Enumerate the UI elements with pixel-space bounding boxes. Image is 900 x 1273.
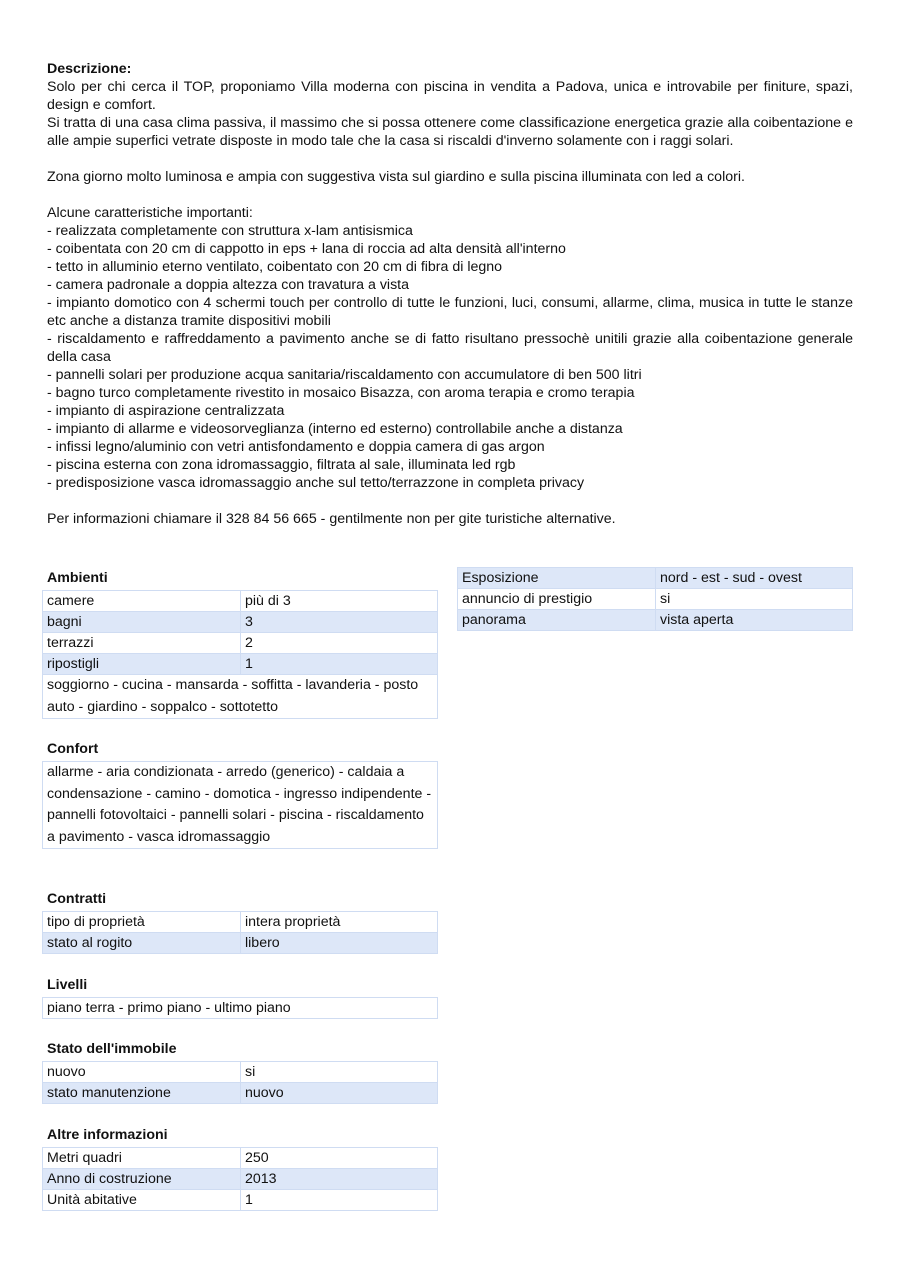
table-row bbox=[43, 1083, 438, 1104]
table-row bbox=[43, 654, 438, 675]
row-key: Esposizione bbox=[458, 568, 656, 589]
contratti-section bbox=[42, 890, 438, 954]
row-value: vista aperta bbox=[656, 610, 853, 631]
stato-table bbox=[42, 1061, 438, 1104]
table-row bbox=[43, 633, 438, 654]
row-value: si bbox=[656, 589, 853, 610]
row-key: bagni bbox=[43, 612, 241, 633]
contratti-table bbox=[42, 911, 438, 954]
description-title: Descrizione: bbox=[47, 61, 132, 77]
row-value: libero bbox=[241, 933, 438, 954]
feature-item: - pannelli solari per produzione acqua sanitaria/riscaldamento con accumulatore di ben 500 litri bbox=[47, 367, 642, 383]
ambienti-title: Ambienti bbox=[47, 570, 108, 586]
feature-item: - predisposizione vasca idromassaggio anche sul tetto/terrazzone in completa privacy bbox=[47, 475, 585, 491]
table-row bbox=[43, 762, 438, 849]
row-value: nord - est - sud - ovest bbox=[656, 568, 853, 589]
feature-item: - impianto di aspirazione centralizzata bbox=[47, 403, 285, 419]
features-list bbox=[47, 222, 853, 492]
feature-item: - realizzata completamente con struttura x-lam antisismica bbox=[47, 223, 413, 239]
row-key: stato al rogito bbox=[43, 933, 241, 954]
feature-item: - tetto in alluminio eterno ventilato, coibentato con 20 cm di fibra di legno bbox=[47, 259, 503, 275]
row-key: Unità abitative bbox=[43, 1190, 241, 1211]
confort-section bbox=[42, 740, 438, 849]
feature-item: - infissi legno/aluminio con vetri antisfondamento e doppia camera di gas argon bbox=[47, 439, 545, 455]
table-row bbox=[43, 933, 438, 954]
livelli-title: Livelli bbox=[47, 977, 88, 993]
table-row bbox=[43, 998, 438, 1019]
row-key: panorama bbox=[458, 610, 656, 631]
table-row bbox=[43, 1169, 438, 1190]
row-value: intera proprietà bbox=[241, 912, 438, 933]
row-key: camere bbox=[43, 591, 241, 612]
feature-item: - bagno turco completamente rivestito in mosaico Bisazza, con aroma terapia e cromo terapia bbox=[47, 385, 635, 401]
description-paragraph: Si tratta di una casa clima passiva, il massimo che si possa ottenere come classificazione energetica grazie alla coibentazione e alle ampie superfici vetrate disposte in modo tale che la casa si riscaldi d'inverno solamente con i raggi solari. bbox=[47, 115, 853, 149]
row-key: Anno di costruzione bbox=[43, 1169, 241, 1190]
table-row bbox=[458, 568, 853, 589]
table-row bbox=[458, 610, 853, 631]
contact-text: Per informazioni chiamare il 328 84 56 665 - gentilmente non per gite turistiche alternative. bbox=[47, 511, 616, 527]
table-row bbox=[43, 1148, 438, 1169]
table-row bbox=[43, 1062, 438, 1083]
row-value: 2 bbox=[241, 633, 438, 654]
livelli-text: piano terra - primo piano - ultimo piano bbox=[43, 998, 438, 1019]
altre-section bbox=[42, 1126, 438, 1211]
table-row bbox=[458, 589, 853, 610]
table-row bbox=[43, 675, 438, 719]
feature-item: - impianto di allarme e videosorveglianza (interno ed esterno) controllabile anche a distanza bbox=[47, 421, 623, 437]
table-row bbox=[43, 591, 438, 612]
esposizione-table bbox=[457, 567, 853, 631]
row-key: tipo di proprietà bbox=[43, 912, 241, 933]
confort-table bbox=[42, 761, 438, 849]
description-section bbox=[47, 60, 853, 528]
livelli-section bbox=[42, 976, 438, 1019]
row-value: 3 bbox=[241, 612, 438, 633]
row-key: annuncio di prestigio bbox=[458, 589, 656, 610]
livelli-table bbox=[42, 997, 438, 1019]
row-value: più di 3 bbox=[241, 591, 438, 612]
row-key: nuovo bbox=[43, 1062, 241, 1083]
row-key: ripostigli bbox=[43, 654, 241, 675]
feature-item: - piscina esterna con zona idromassaggio, filtrata al sale, illuminata led rgb bbox=[47, 457, 516, 473]
table-row bbox=[43, 612, 438, 633]
row-value: 1 bbox=[241, 654, 438, 675]
ambienti-extra: soggiorno - cucina - mansarda - soffitta - lavanderia - posto auto - giardino - soppalco - sottotetto bbox=[43, 675, 438, 719]
row-key: stato manutenzione bbox=[43, 1083, 241, 1104]
row-value: 1 bbox=[241, 1190, 438, 1211]
row-value: 2013 bbox=[241, 1169, 438, 1190]
contratti-title: Contratti bbox=[47, 891, 107, 907]
features-intro: Alcune caratteristiche importanti: bbox=[47, 205, 253, 221]
feature-item: - coibentata con 20 cm di cappotto in eps + lana di roccia ad alta densità all'interno bbox=[47, 241, 566, 257]
table-row bbox=[43, 912, 438, 933]
confort-text: allarme - aria condizionata - arredo (generico) - caldaia a condensazione - camino - domotica - ingresso indipendente - pannelli fotovoltaici - pannelli solari - piscina - riscaldamento a pavimento - vasca idromassaggio bbox=[43, 762, 438, 849]
table-row bbox=[43, 1190, 438, 1211]
ambienti-table bbox=[42, 590, 438, 719]
row-key: terrazzi bbox=[43, 633, 241, 654]
confort-title: Confort bbox=[47, 741, 99, 757]
stato-section bbox=[42, 1040, 438, 1104]
altre-title: Altre informazioni bbox=[47, 1127, 168, 1143]
row-value: nuovo bbox=[241, 1083, 438, 1104]
feature-item: - riscaldamento e raffreddamento a pavimento anche se di fatto risultano pressochè unitili grazie alla coibentazione generale della casa bbox=[47, 331, 853, 365]
altre-table bbox=[42, 1147, 438, 1211]
row-value: 250 bbox=[241, 1148, 438, 1169]
stato-title: Stato dell'immobile bbox=[47, 1041, 177, 1057]
feature-item: - impianto domotico con 4 schermi touch per controllo di tutte le funzioni, luci, consumi, allarme, clima, musica in tutte le stanze etc anche a distanza tramite dispositivi mobili bbox=[47, 295, 853, 329]
ambienti-section bbox=[42, 569, 438, 719]
description-paragraph: Solo per chi cerca il TOP, proponiamo Villa moderna con piscina in vendita a Padova, unica e introvabile per finiture, spazi, design e comfort. bbox=[47, 79, 853, 113]
living-area-text: Zona giorno molto luminosa e ampia con suggestiva vista sul giardino e sulla piscina illuminata con led a colori. bbox=[47, 169, 745, 185]
feature-item: - camera padronale a doppia altezza con travatura a vista bbox=[47, 277, 409, 293]
row-key: Metri quadri bbox=[43, 1148, 241, 1169]
esposizione-section bbox=[457, 567, 853, 631]
row-value: si bbox=[241, 1062, 438, 1083]
